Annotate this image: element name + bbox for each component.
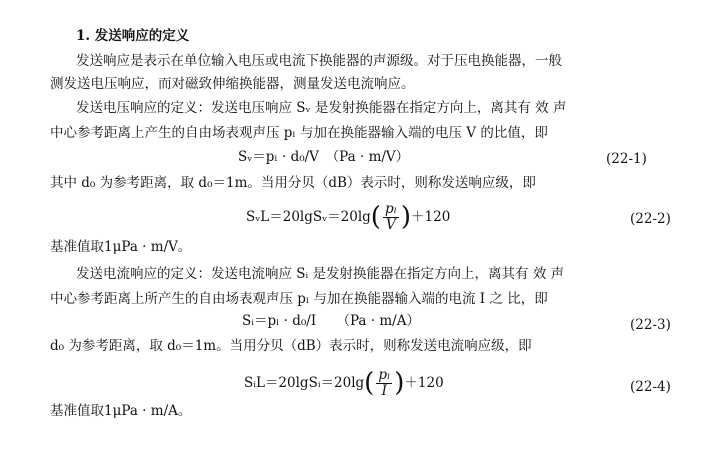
fraction-denominator: I	[381, 382, 387, 399]
equation-22-1: Sᵥ＝pₗ · d₀/V （Pa · m/V）	[238, 149, 410, 165]
paragraph-line: 基准值取1μPa · m/V。	[50, 239, 192, 255]
equation-22-4	[244, 366, 444, 400]
paren-open: (	[364, 368, 375, 398]
paren-open: (	[370, 202, 381, 232]
equation-22-2	[246, 200, 450, 234]
equation-number: (22-4)	[630, 379, 671, 395]
paragraph-line: 发送响应是表示在单位输入电压或电流下换能器的声源级。对于压电换能器，一般	[76, 53, 562, 69]
paragraph-line: 基准值取1μPa · m/A。	[50, 403, 192, 419]
paragraph-line: 发送电流响应的定义：发送电流响应 Sᵢ 是发射换能器在指定方向上，离其有 效 声	[76, 266, 565, 282]
paragraph-line: 发送电压响应的定义：发送电压响应 Sᵥ 是发射换能器在指定方向上，离其有 效 声	[76, 100, 567, 116]
fraction-numerator: pₗ	[378, 366, 391, 383]
equation-22-3: Sᵢ＝pₗ · d₀/I （Pa · m/A）	[242, 313, 420, 329]
section-heading: 1. 发送响应的定义	[76, 28, 190, 44]
equation-number: (22-1)	[606, 151, 647, 167]
paragraph-line: 其中 d₀ 为参考距离，取 d₀＝1m。当用分贝（dB）表示时，则称发送响应级，即	[50, 175, 536, 191]
equation-left: SᵢL＝20lgSᵢ＝20lg	[244, 375, 365, 391]
paragraph-line: 中心参考距离上产生的自由场表观声压 pₗ 与加在换能器输入端的电压 V 的比值，即	[50, 125, 548, 141]
fraction	[383, 202, 399, 233]
paragraph-line: d₀ 为参考距离，取 d₀＝1m。当用分贝（dB）表示时，则称发送电流响应级，即	[50, 338, 532, 354]
equation-left: SᵥL＝20lgSᵥ＝20lg	[246, 209, 371, 225]
equation-number: (22-2)	[630, 211, 671, 227]
equation-right: ＋120	[411, 209, 451, 225]
paragraph-line: 测发送电压响应，而对磁致伸缩换能器，测量发送电流响应。	[50, 76, 415, 92]
fraction-numerator: pₗ	[384, 200, 397, 217]
equation-right: ＋120	[404, 375, 444, 391]
fraction-denominator: V	[386, 216, 396, 233]
equation-number: (22-3)	[630, 317, 671, 333]
fraction	[376, 368, 392, 399]
paren-close: )	[400, 202, 412, 232]
paragraph-line: 中心参考距离上所产生的自由场表观声压 pₗ 与加在换能器输入端的电流 I 之 比，即	[50, 291, 548, 307]
paren-close: )	[394, 368, 405, 398]
